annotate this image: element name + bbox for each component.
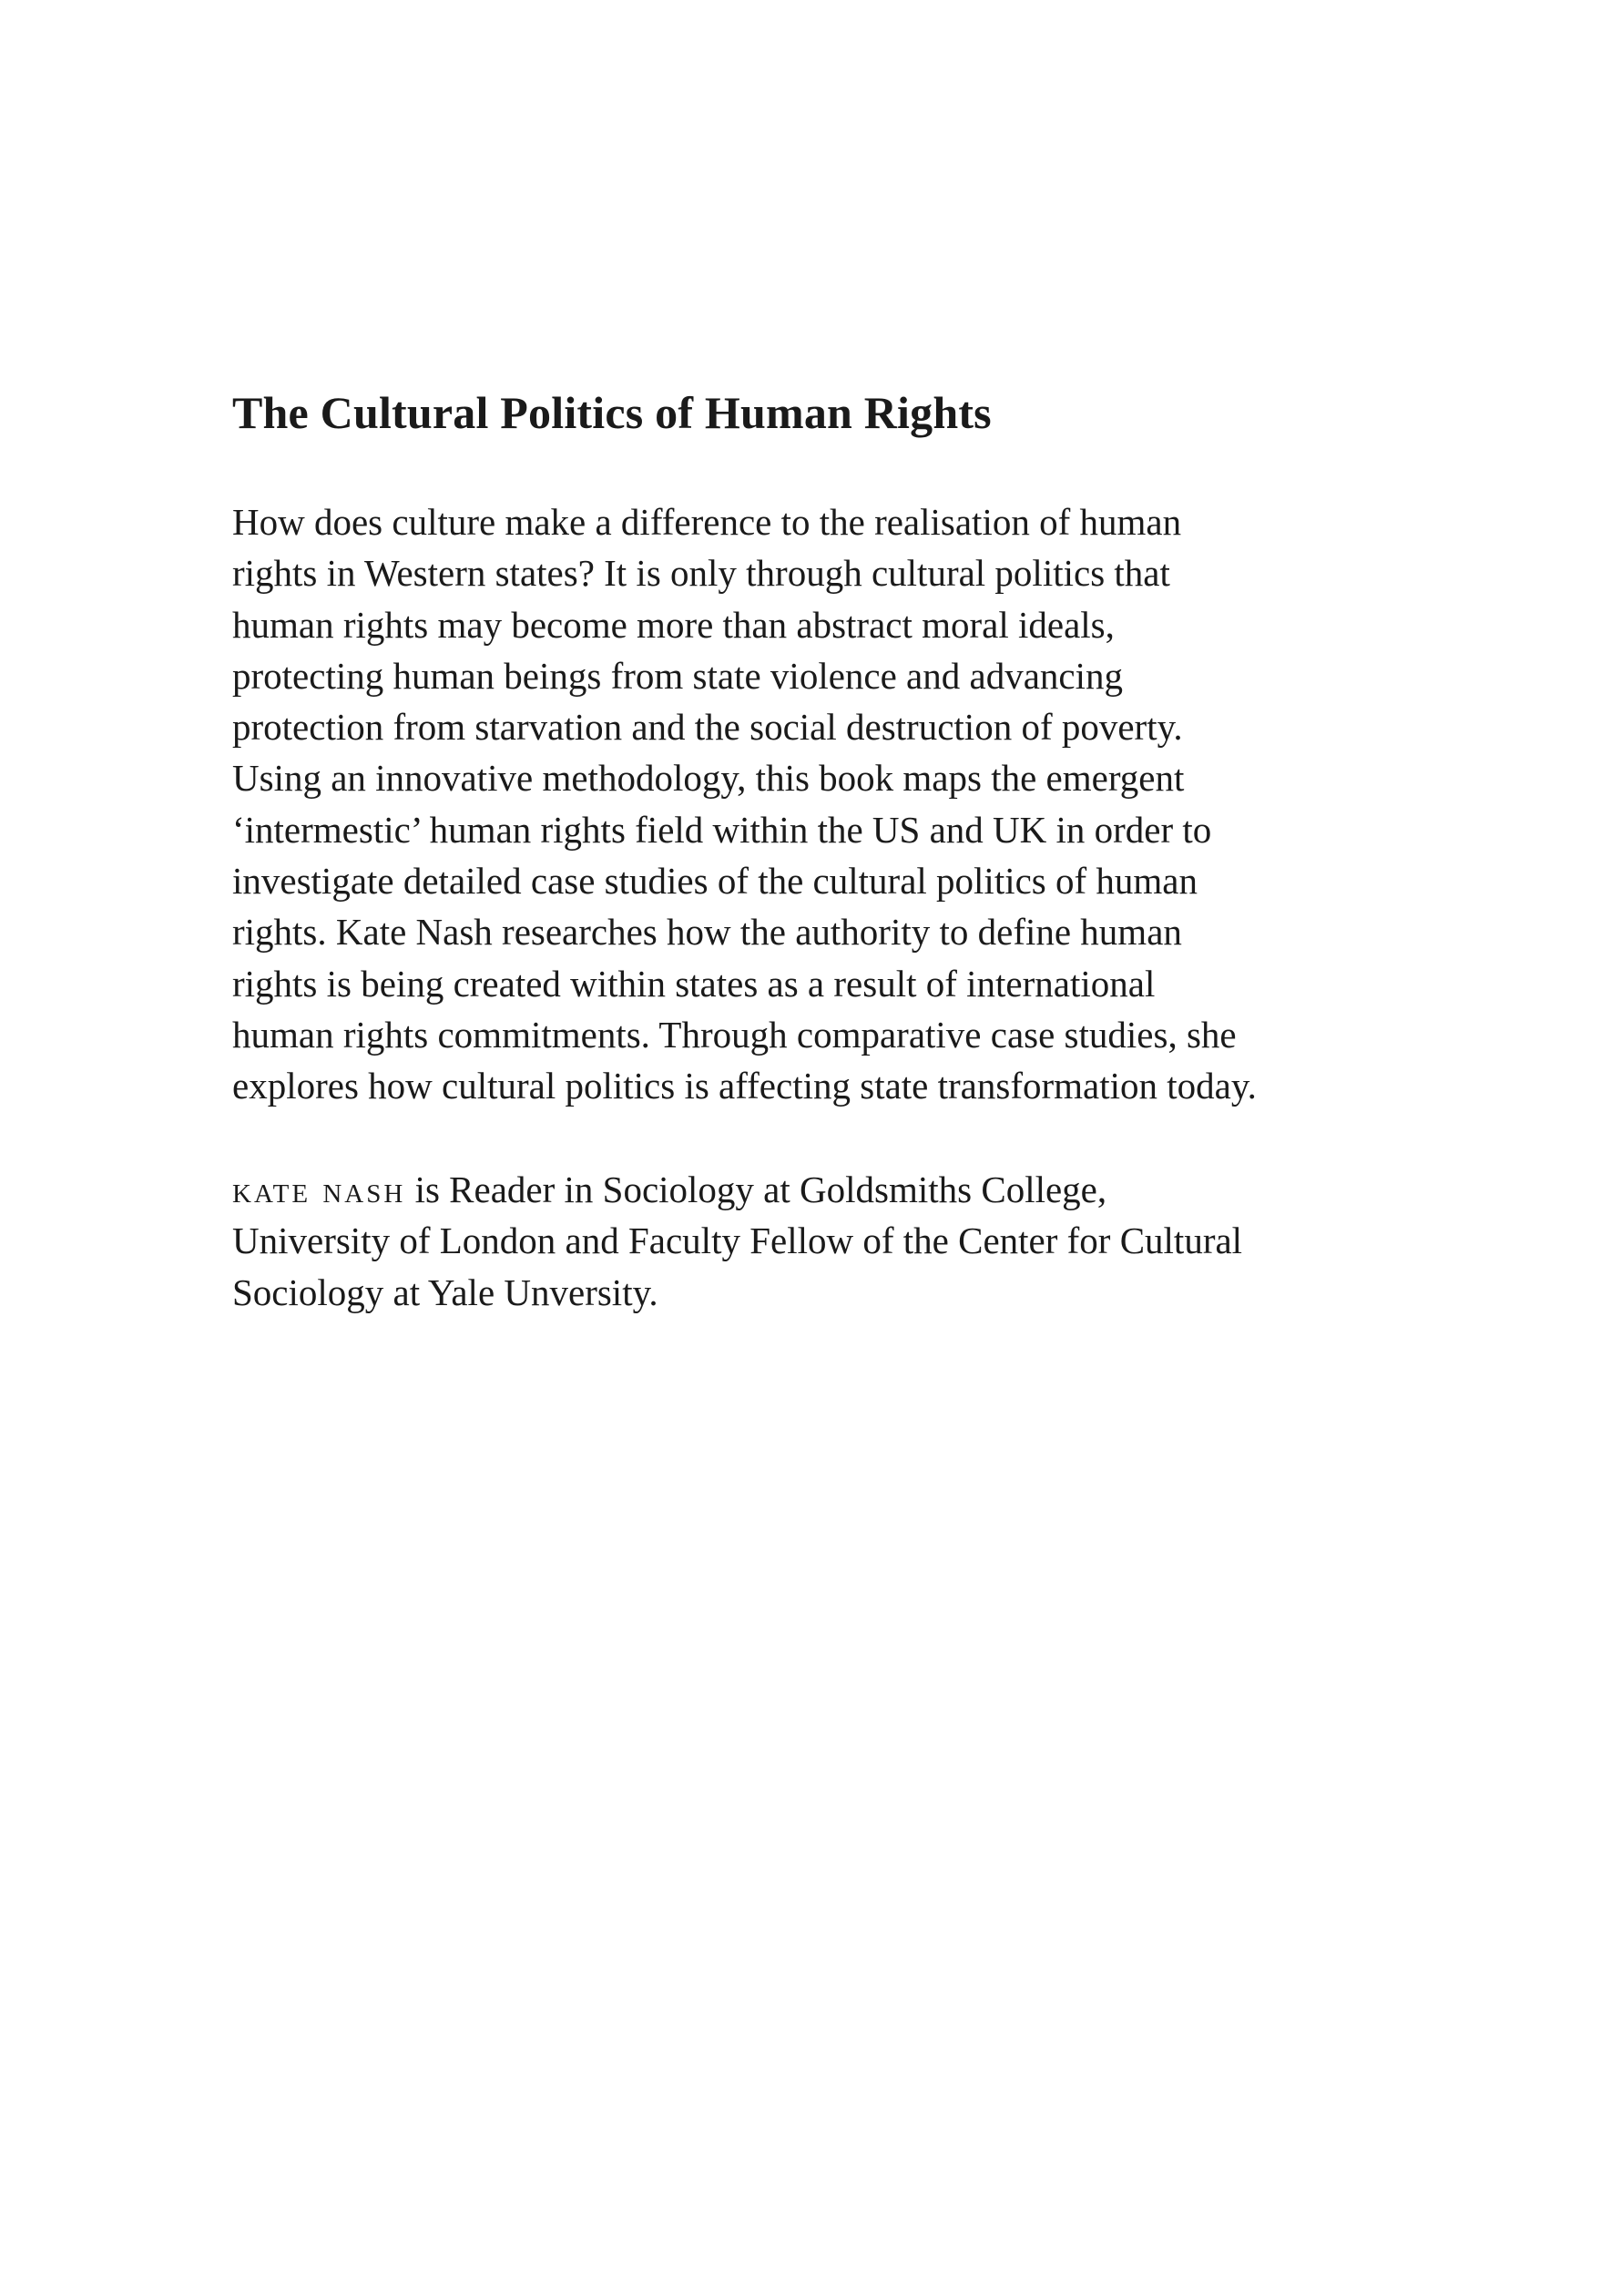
author-name: kate nash [232, 1168, 406, 1210]
description-line: How does culture make a difference to the realisation of human [232, 501, 1182, 543]
bio-line [232, 1164, 1416, 1215]
description-line: protection from starvation and the social destruction of poverty. [232, 706, 1183, 749]
description-line: rights is being created within states as a result of international [232, 962, 1156, 1005]
description-line: investigate detailed case studies of the cultural politics of human [232, 860, 1198, 903]
description-line: rights in Western states? It is only through cultural politics that [232, 552, 1170, 595]
description-line: human rights may become more than abstract moral ideals, [232, 603, 1115, 646]
description-line: ‘intermestic’ human rights field within the US and UK in order to [232, 808, 1212, 851]
description-line: protecting human beings from state violence and advancing [232, 654, 1123, 697]
description-line: rights. Kate Nash researches how the authority to define human [232, 911, 1182, 954]
author-bio [232, 1164, 1416, 1318]
description-line: Using an innovative methodology, this book maps the emergent [232, 757, 1185, 800]
bio-line: University of London and Faculty Fellow of the Center for Cultural [232, 1219, 1243, 1262]
book-title: The Cultural Politics of Human Rights [232, 387, 992, 438]
bio-line-1-text: is Reader in Sociology at Goldsmiths College, [405, 1168, 1107, 1210]
description-line: explores how cultural politics is affecting state transformation today. [232, 1065, 1257, 1107]
bio-line: Sociology at Yale Unversity. [232, 1270, 658, 1313]
book-description [232, 496, 1416, 1112]
description-line: human rights commitments. Through comparative case studies, she [232, 1013, 1237, 1056]
